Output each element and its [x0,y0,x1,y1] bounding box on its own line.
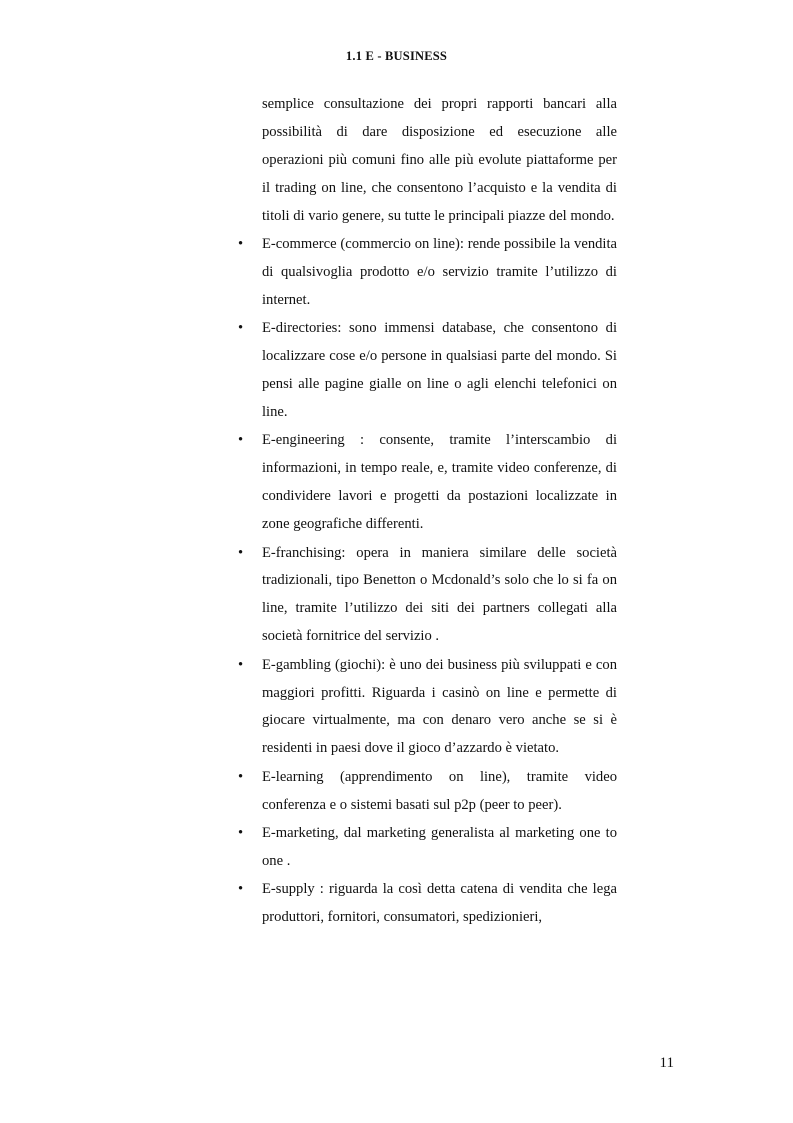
list-item [238,315,617,427]
bullet-icon: • [238,320,244,337]
list-item-text: E-gambling (giochi): è uno dei business più sviluppati e con maggiori profitti. Riguarda i casinò on line e permette di giocare virtualmente, ma con denaro vero anche se si è residenti in paesi dove il gioco d’azzardo è vietato. [262,656,617,757]
list-item [238,231,617,315]
bullet-icon: • [238,825,244,842]
list-item-text: E-marketing, dal marketing generalista al marketing one to one . [262,825,617,869]
list-item [238,764,617,820]
list-item [238,820,617,876]
bullet-icon: • [238,544,244,561]
list-item [238,876,617,932]
bullet-icon: • [238,768,244,785]
bullet-icon: • [238,881,244,898]
list-item-text: E-directories: sono immensi database, che consentono di localizzare cose e/o persone in qualsiasi parte del mondo. Si pensi alle pagine gialle on line o agli elenchi telefonici on line. [262,320,617,420]
list-item-text: E-learning (apprendimento on line), tramite video conferenza e o sistemi basati sul p2p (peer to peer). [262,768,617,813]
bullet-list [238,231,617,932]
bullet-icon: • [238,432,244,449]
list-item [238,652,617,764]
list-item [238,427,617,539]
bullet-icon: • [238,236,244,253]
list-item-text: E-franchising: opera in maniera similare delle società tradizionali, tipo Benetton o Mcdonald’s solo che lo si fa on line, tramite l’utilizzo dei siti dei partners collegati alla società fornitrice del servizio . [262,544,617,645]
bullet-icon: • [238,656,244,673]
intro-paragraph: semplice consultazione dei propri rapporti bancari alla possibilità di dare disposizione ed esecuzione alle operazioni più comuni fino alle più evolute piattaforme per il trading on line, che consentono l’acquisto e la vendita di titoli di vario genere, su tutte le principali piazze del mondo. [262,96,617,224]
body-content [238,91,617,932]
list-item-text: E-engineering : consente, tramite l’interscambio di informazioni, in tempo reale, e, tramite video conferenze, di condividere lavori e progetti da postazioni localizzate in zone geografiche differenti. [262,432,617,533]
page-number: 11 [659,1055,674,1071]
list-item [238,540,617,652]
list-item-text: E-supply : riguarda la così detta catena di vendita che lega produttori, fornitori, consumatori, spedizionieri, [262,881,617,926]
list-item-text: E-commerce (commercio on line): rende possibile la vendita di qualsivoglia prodotto e/o servizio tramite l’utilizzo di internet. [262,236,617,308]
running-header: 1.1 E - BUSINESS [345,49,448,63]
